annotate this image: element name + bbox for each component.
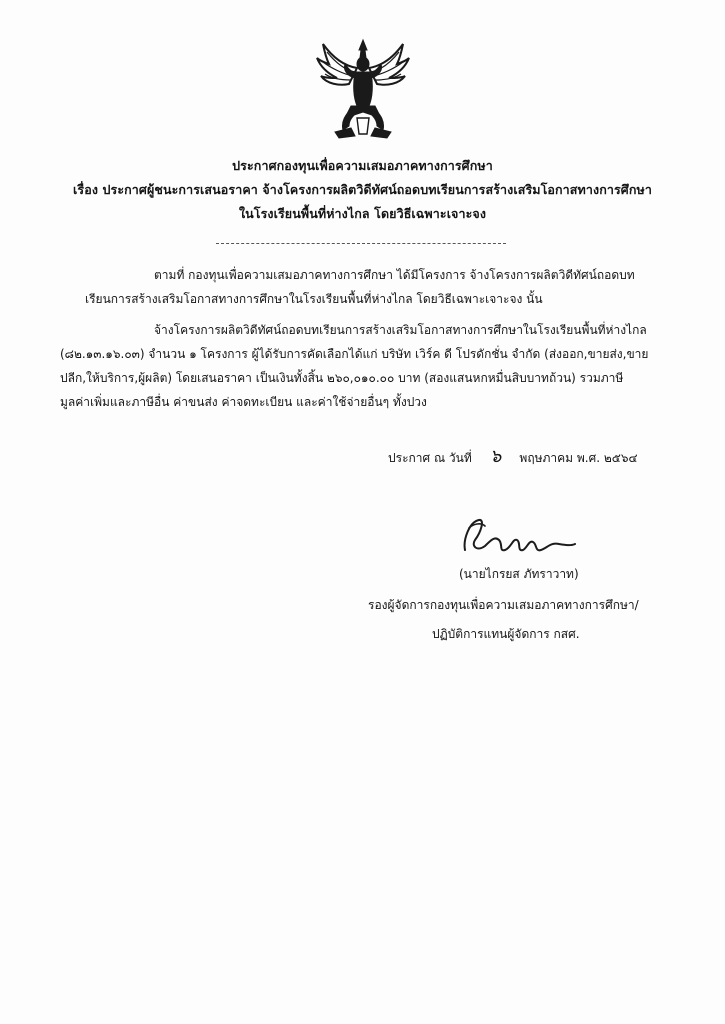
paragraph-1-line-1: ตามที่ กองทุนเพื่อความเสมอภาคทางการศึกษา ได้มีโครงการ จ้างโครงการผลิตวิดีทัศน์ถอดบท: [154, 268, 635, 282]
paragraph-2-line-4: มูลค่าเพิ่มและภาษีอื่น ค่าขนส่ง ค่าจดทะเบียน และค่าใช้จ่ายอื่นๆ ทั้งปวง: [60, 395, 427, 409]
paragraph-2-line-1: จ้างโครงการผลิตวิดีทัศน์ถอดบทเรียนการสร้างเสริมโอกาสทางการศึกษาในโรงเรียนพื้นที่ห่างไกล: [154, 323, 647, 337]
garuda-emblem-icon: [315, 38, 411, 140]
agency-heading: ประกาศกองทุนเพื่อความเสมอภาคทางการศึกษา: [232, 158, 493, 173]
paragraph-2-line-3: ปลีก,ให้บริการ,ผู้ผลิต) โดยเสนอราคา เป็นเงินทั้งสิ้น ๒๖๐,๐๑๐.๐๐ บาท (สองแสนหกหมื่นสิบบาทถ้วน) รวมภาษี: [60, 371, 624, 385]
subject-line-1: เรื่อง ประกาศผู้ชนะการเสนอราคา จ้างโครงการผลิตวิดีทัศน์ถอดบทเรียนการสร้างเสริมโอกาสทางการศึกษา: [73, 182, 652, 197]
paragraph-2-line-2: (๘๒.๑๓.๑๖.๐๓) จำนวน ๑ โครงการ ผู้ได้รับการคัดเลือกได้แก่ บริษัท เวิร์ค ดี โปรดักชั่น จำกัด (ส่งออก,ขายส่ง,ขาย: [60, 347, 649, 361]
divider-line: [216, 243, 506, 244]
signatory-name: (นายไกรยส ภัทราวาท): [459, 567, 579, 581]
subject-line-2: ในโรงเรียนพื้นที่ห่างไกล โดยวิธีเฉพาะเจาะจง: [238, 206, 487, 221]
signatory-position-line-2: ปฏิบัติการแทนผู้จัดการ กสศ.: [432, 627, 580, 641]
date-month-year: พฤษภาคม พ.ศ. ๒๕๖๔: [519, 451, 638, 465]
date-prefix: ประกาศ ณ วันที่: [388, 451, 472, 465]
signatory-position-line-1: รองผู้จัดการกองทุนเพื่อความเสมอภาคทางการศึกษา/: [368, 598, 639, 612]
handwritten-signature: [455, 510, 580, 565]
paragraph-1-line-2: เรียนการสร้างเสริมโอกาสทางการศึกษาในโรงเรียนพื้นที่ห่างไกล โดยวิธีเฉพาะเจาะจง นั้น: [85, 292, 543, 306]
date-day: ๖: [489, 446, 502, 467]
announcement-date: [388, 441, 638, 470]
document-title: [60, 154, 665, 226]
